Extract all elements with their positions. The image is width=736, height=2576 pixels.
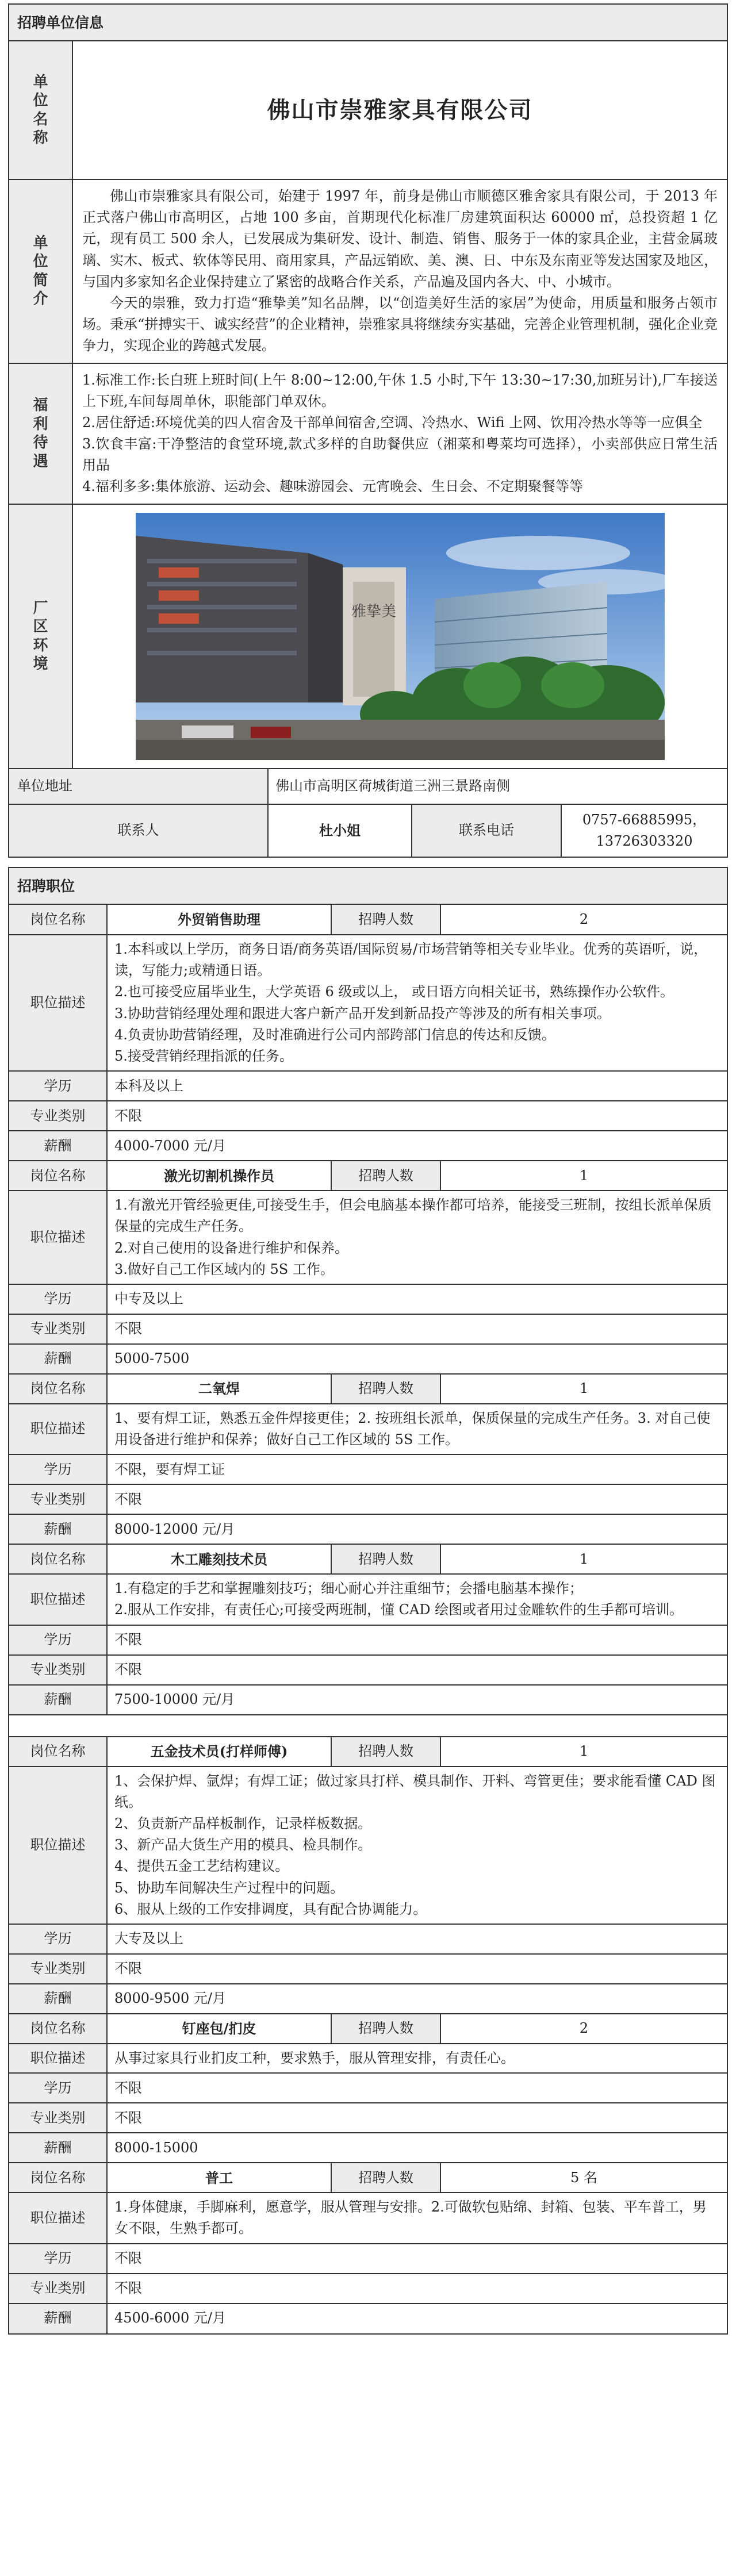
desc-label: 职位描述 [9,1191,107,1284]
edu-label: 学历 [9,2244,107,2274]
job-headcount: 1 [440,1737,727,1767]
environment-label: 厂 区 环 境 [9,504,72,769]
jobs-gap-row [9,1715,727,1737]
job-title: 钉座包/扪皮 [107,2014,331,2044]
address-label: 单位地址 [9,769,268,804]
job-description [107,1191,727,1284]
job-major-row [9,1314,727,1344]
job-edu-row [9,1071,727,1101]
headcount-label: 招聘人数 [331,1544,440,1574]
benefit-item: 3.饮食丰富:干净整洁的食堂环境,款式多样的自助餐供应（湘菜和粤菜均可选择），小卖部供应日常生活用品 [82,436,718,474]
job-title: 激光切割机操作员 [107,1161,331,1191]
job-description [107,2193,727,2243]
job-major: 不限 [107,1484,727,1514]
job-desc-row [9,1574,727,1625]
job-headcount: 1 [440,1161,727,1191]
contact-phone[interactable]: 0757-66885995，13726303320 [561,804,727,857]
job-salary: 7500-10000 元/月 [107,1685,727,1715]
job-major-row [9,1954,727,1984]
job-salary-row [9,1984,727,2014]
job-edu-row [9,1454,727,1484]
job-education: 大专及以上 [107,1924,727,1954]
desc-line: 3.协助营销经理处理和跟进大客户新产品开发到新品投产等涉及的所有相关事项。 [114,1005,611,1022]
job-major-row [9,2103,727,2133]
edu-label: 学历 [9,2073,107,2103]
job-major: 不限 [107,2103,727,2133]
salary-label: 薪酬 [9,2304,107,2333]
job-headcount: 1 [440,1544,727,1574]
job-salary-row [9,2304,727,2333]
job-salary-row [9,1131,727,1161]
job-education: 不限 [107,2244,727,2274]
job-salary: 8000-15000 [107,2133,727,2163]
position-label: 岗位名称 [9,2014,107,2044]
job-header-row [9,2163,727,2193]
job-description [107,1404,727,1454]
desc-line: 1.身体健康，手脚麻利，愿意学，服从管理与安排。2.可做软包贴绵、封箱、包装、平车普工，男女不限，生熟手都可。 [114,2199,707,2237]
job-education: 中专及以上 [107,1284,727,1314]
job-desc-row [9,2193,727,2243]
desc-line: 1.本科或以上学历，商务日语/商务英语/国际贸易/市场营销等相关专业毕业。优秀的英语听，说，读，写能力;或精通日语。 [114,941,708,979]
job-major: 不限 [107,1954,727,1984]
job-major: 不限 [107,2274,727,2304]
factory-photo-image [136,513,665,760]
major-label: 专业类别 [9,2274,107,2304]
job-header-row [9,1737,727,1767]
job-headcount: 1 [440,1374,727,1404]
job-edu-row [9,2244,727,2274]
headcount-label: 招聘人数 [331,1161,440,1191]
company-name: 佛山市崇雅家具有限公司 [72,41,727,179]
salary-label: 薪酬 [9,1344,107,1374]
company-intro [72,179,727,363]
job-title: 普工 [107,2163,331,2193]
job-description [107,935,727,1071]
salary-label: 薪酬 [9,1131,107,1161]
desc-line: 2、负责新产品样板制作，记录样板数据。 [114,1815,372,1832]
factory-photo [136,513,665,760]
job-major-row [9,1484,727,1514]
intro-paragraph: 佛山市崇雅家具有限公司，始建于 1997 年，前身是佛山市顺德区雅舍家具有限公司，于 2013 年正式落户佛山市高明区，占地 100 多亩，首期现代化标准厂房建筑面积达 60000 ㎡，总投资超 1 亿元，现有员工 500 余人，已发展成为集研发、设计、制造、销售、服务于一体的家具企业，主营金属玻璃、实木、板式、软体等民用、商用家具，产品远销欧、美、澳、日、中东及东南亚等发达国家及地区，与国内多家知名企业保持建立了紧密的战略合作关系，产品遍及国内各大、中、小城市。 [82,188,718,290]
job-desc-row [9,1191,727,1284]
position-label: 岗位名称 [9,1544,107,1574]
job-major-row [9,1101,727,1131]
desc-label: 职位描述 [9,1574,107,1625]
salary-label: 薪酬 [9,2133,107,2163]
salary-label: 薪酬 [9,1685,107,1715]
job-header-row [9,905,727,935]
benefit-item: 2.居住舒适:环境优美的四人宿舍及干部单间宿舍,空调、冷热水、Wifi 上网、饮用冷热水等等一应俱全 [82,414,703,431]
job-header-row [9,1161,727,1191]
desc-line: 2.服从工作安排，有责任心;可接受两班制，懂 CAD 绘图或者用过金雕软件的生手都可培训。 [114,1602,684,1618]
desc-line: 5.接受营销经理指派的任务。 [114,1047,293,1064]
position-label: 岗位名称 [9,2163,107,2193]
environment-photo-cell [72,504,727,769]
headcount-label: 招聘人数 [331,905,440,935]
salary-label: 薪酬 [9,1984,107,2014]
gap-cell [9,1715,727,1737]
job-title: 木工雕刻技术员 [107,1544,331,1574]
job-major: 不限 [107,1314,727,1344]
edu-label: 学历 [9,1625,107,1655]
job-salary-row [9,1344,727,1374]
major-label: 专业类别 [9,1101,107,1131]
job-major-row [9,2274,727,2304]
employer-section [8,3,728,858]
headcount-label: 招聘人数 [331,1737,440,1767]
desc-line: 3、新产品大货生产用的模具、检具制作。 [114,1837,372,1853]
salary-label: 薪酬 [9,1514,107,1544]
edu-label: 学历 [9,1924,107,1954]
position-label: 岗位名称 [9,1161,107,1191]
job-major: 不限 [107,1655,727,1685]
headcount-label: 招聘人数 [331,1374,440,1404]
job-major: 不限 [107,1101,727,1131]
job-headcount: 2 [440,905,727,935]
job-title: 外贸销售助理 [107,905,331,935]
job-edu-row [9,1924,727,1954]
major-label: 专业类别 [9,1484,107,1514]
desc-line: 1.有激光开管经验更佳,可接受生手，但会电脑基本操作都可培养，能接受三班制，按组长派单保质保量的完成生产任务。 [114,1197,712,1235]
desc-line: 3.做好自己工作区域内的 5S 工作。 [114,1261,334,1277]
company-intro-label: 单 位 简 介 [9,179,72,363]
job-description [107,1574,727,1625]
desc-line: 2.也可接受应届毕业生，大学英语 6 级或以上， 或日语方向相关证书，熟练操作办公软件。 [114,984,674,1000]
desc-line: 1、要有焊工证，熟悉五金件焊接更佳；2. 按班组长派单，保质保量的完成生产任务。3. 对自己使用设备进行维护和保养；做好自己工作区域的 5S 工作。 [114,1410,711,1448]
desc-label: 职位描述 [9,935,107,1071]
building-sign: 雅挚美 [351,602,396,620]
job-desc-row [9,2044,727,2073]
job-salary: 8000-9500 元/月 [107,1984,727,2014]
job-desc-row [9,1404,727,1454]
job-salary-row [9,2133,727,2163]
job-headcount: 2 [440,2014,727,2044]
major-label: 专业类别 [9,1655,107,1685]
job-edu-row [9,1625,727,1655]
benefit-item: 1.标准工作:长白班上班时间(上午 8:00~12:00,午休 1.5 小时,下午 13:30~17:30,加班另计),厂车接送上下班,车间每周单休，职能部门单双休。 [82,371,718,409]
job-salary: 4000-7000 元/月 [107,1131,727,1161]
intro-paragraph: 今天的崇雅，致力打造“雅挚美”知名品牌，以“创造美好生活的家居”为使命，用质量和服务占领市场。秉承“拼搏实干、诚实经营”的企业精神，崇雅家具将继续夯实基础，完善企业管理机制，强化企业竞争力，实现企业的跨越式发展。 [82,294,718,354]
job-header-row [9,2014,727,2044]
job-header-row [9,1544,727,1574]
desc-line: 4、提供五金工艺结构建议。 [114,1858,289,1875]
job-major-row [9,1655,727,1685]
company-address: 佛山市高明区荷城街道三洲三景路南侧 [268,769,727,804]
edu-label: 学历 [9,1284,107,1314]
job-salary-row [9,1514,727,1544]
jobs-table [9,905,727,2333]
job-description [107,1767,727,1924]
benefits-list [72,363,727,504]
major-label: 专业类别 [9,1314,107,1344]
desc-label: 职位描述 [9,2193,107,2243]
job-description [107,2044,727,2073]
job-edu-row [9,2073,727,2103]
job-edu-row [9,1284,727,1314]
desc-line: 6、服从上级的工作安排调度，具有配合协调能力。 [114,1901,427,1917]
job-salary: 5000-7500 [107,1344,727,1374]
desc-line: 1、会保护焊、氩焊；有焊工证；做过家具打样、模具制作、开料、弯管更佳；要求能看懂 CAD 图纸。 [114,1772,716,1810]
job-desc-row [9,935,727,1071]
employer-table [9,41,727,857]
job-desc-row [9,1767,727,1924]
job-salary: 4500-6000 元/月 [107,2304,727,2333]
desc-line: 4.负责协助营销经理，及时准确进行公司内部跨部门信息的传达和反馈。 [114,1026,555,1043]
desc-line: 2.对自己使用的设备进行维护和保养。 [114,1239,348,1256]
major-label: 专业类别 [9,1954,107,1984]
job-education: 不限 [107,2073,727,2103]
jobs-section-title: 招聘职位 [9,868,727,905]
employer-section-title: 招聘单位信息 [9,5,727,41]
contact-label: 联系人 [9,804,268,857]
headcount-label: 招聘人数 [331,2163,440,2193]
position-label: 岗位名称 [9,1374,107,1404]
job-salary: 8000-12000 元/月 [107,1514,727,1544]
desc-label: 职位描述 [9,1767,107,1924]
job-education: 不限，要有焊工证 [107,1454,727,1484]
phone-label: 联系电话 [412,804,561,857]
benefits-label: 福 利 待 遇 [9,363,72,504]
jobs-section [8,867,728,2335]
position-label: 岗位名称 [9,1737,107,1767]
job-education: 本科及以上 [107,1071,727,1101]
contact-person: 杜小姐 [268,804,412,857]
desc-line: 从事过家具行业扪皮工种，要求熟手，服从管理安排，有责任心。 [114,2049,515,2066]
job-salary-row [9,1685,727,1715]
desc-label: 职位描述 [9,1404,107,1454]
job-headcount: 5 名 [440,2163,727,2193]
company-name-label: 单 位 名 称 [9,41,72,179]
job-header-row [9,1374,727,1404]
job-title: 五金技术员(打样师傅) [107,1737,331,1767]
desc-label: 职位描述 [9,2044,107,2073]
desc-line: 5、协助车间解决生产过程中的问题。 [114,1879,344,1896]
major-label: 专业类别 [9,2103,107,2133]
edu-label: 学历 [9,1071,107,1101]
headcount-label: 招聘人数 [331,2014,440,2044]
edu-label: 学历 [9,1454,107,1484]
job-education: 不限 [107,1625,727,1655]
position-label: 岗位名称 [9,905,107,935]
benefit-item: 4.福利多多:集体旅游、运动会、趣味游园会、元宵晚会、生日会、不定期聚餐等等 [82,478,583,495]
job-title: 二氧焊 [107,1374,331,1404]
desc-line: 1.有稳定的手艺和掌握雕刻技巧；细心耐心并注重细节；会播电脑基本操作； [114,1580,583,1597]
